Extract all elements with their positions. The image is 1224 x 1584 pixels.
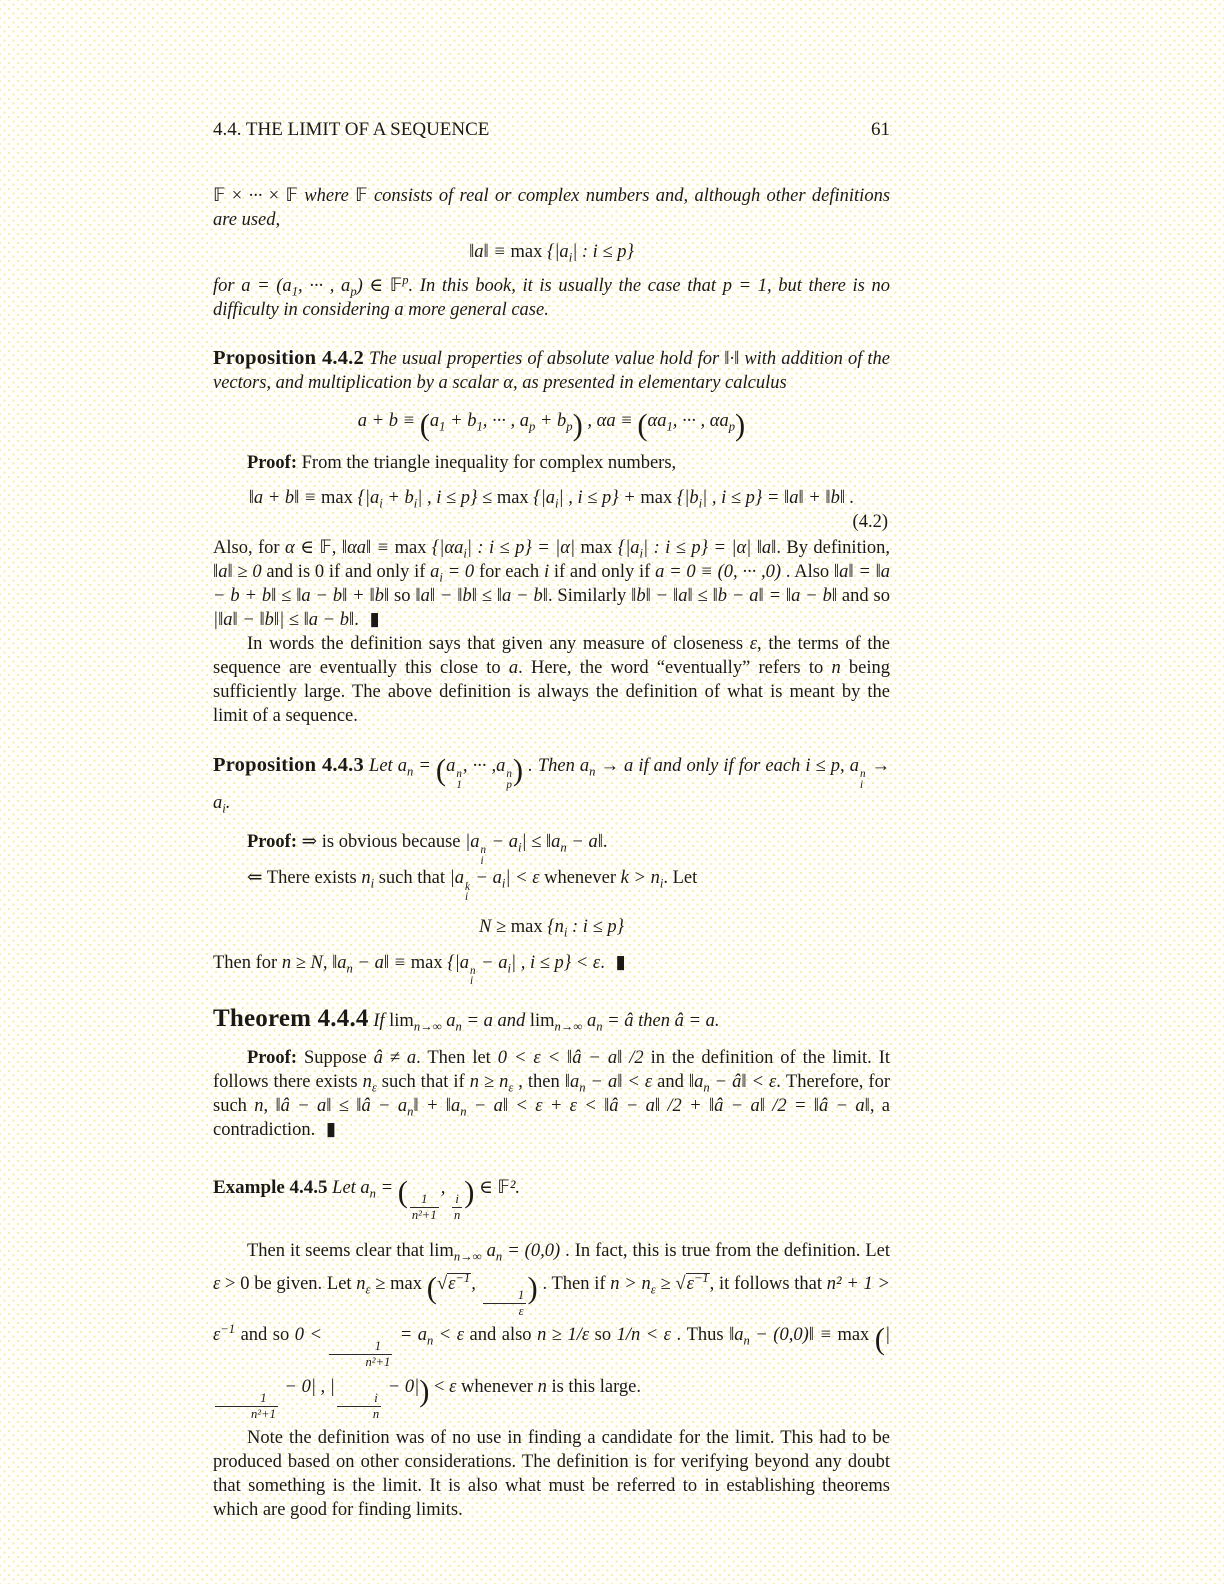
intro-paragraph-1: 𝔽 × ··· × 𝔽 where 𝔽 consists of real or complex numbers and, although other definitions are used, xyxy=(213,185,891,230)
max-n-equation: $N \ge \max \{n_i$ : i ≤ p} xyxy=(479,916,624,940)
theorem-4-4-4-statement: If $\lim_{n\to\infty} a_n = a$ and $\lim_{n\to\infty} a_n$ = â then â = a. xyxy=(373,1010,720,1034)
proof-label: Proof: xyxy=(247,832,297,853)
proposition-4-4-3-label: Proposition 4.4.3 xyxy=(213,754,364,777)
proof-4-4-3-line-1-text: ⇒ is obvious because |a n i − $a_i|$ ≤ $‖a_n$ − a‖. xyxy=(301,832,608,867)
example-4-4-5-body: Then it seems clear that $\lim_{n\to\infty} a_n = (0,0)$ . In fact, this is true from the definition. Let ε > 0 be given. Let $n_\varepsilon \ge \max (√\varepsilon^{-1}$, $\frac{1}{\varepsilon}$ ) . Then if $n > n_\varepsilon \ge √\varepsilon^{-1}$, it follows that $n^2 + 1 > \varepsilon^{-1}$ and so 0 < $\frac{1}{\text{n²+1}}$ = $a_n < \varepsilon$ and also n ≥ 1/ε so 1/n < ε . Thus $‖a_n$ − (0,0)‖ ≡ max (| $\frac{1}{\text{n²+1}}$ − 0| , | $\frac{i}{n}$ − 0|) < ε whenever n is this large. xyxy=(213,1241,891,1421)
proposition-4-4-2 xyxy=(213,346,890,395)
vector-operations-equation: $a + b \equiv (a_1 + b_1$, ··· , $a_p + b_p$) , $\alpha a \equiv (\alpha a_1$, ··· , $\alpha a_p$) xyxy=(357,408,746,443)
proposition-4-4-2-label: Proposition 4.4.2 xyxy=(213,347,364,369)
norm-definition-equation: ‖a‖ ≡ $\max \{|a_i|$ : i ≤ p} xyxy=(469,242,634,265)
closeness-paragraph: In words the definition says that given any measure of closeness ε, the terms of the sequence are eventually this close to a. Here, the word “eventually” refers to n being sufficiently large. The above definition is always the definition of what is meant by the limit of a sequence. xyxy=(213,634,891,727)
proof-4-4-3-line-2: ⇐ There exists $n_i$ such that |a k i − $a_i| < \varepsilon$ whenever $k > n_i$. Let xyxy=(247,868,698,904)
proposition-4-4-3 xyxy=(213,752,890,817)
section-title: 4.4. THE LIMIT OF A SEQUENCE xyxy=(213,119,490,140)
proof-4-4-2-intro xyxy=(213,451,890,475)
proof-4-4-2-body: Also, for α ∈ 𝔽, ‖αa‖ ≡ $\max \{|\alpha a_i|$ : i ≤ p} = |α| $\max \{|a_i|$ : i ≤ p} = |α| ‖a‖. By definition, ‖a‖ ≥ 0 and is 0 if and only if $a_i = 0$ for each i if and only if a = 0 ≡ (0, ··· ,0) . Also ‖a‖ = ‖a − b + b‖ ≤ ‖a − b‖ + ‖b‖ so ‖a‖ − ‖b‖ ≤ ‖a − b‖. Similarly ‖b‖ − ‖a‖ ≤ ‖b − a‖ = ‖a − b‖ and so |‖a‖ − ‖b‖| ≤ ‖a − b‖. ▮ xyxy=(213,537,891,631)
equation-number-4-2: (4.2) xyxy=(852,512,888,533)
proof-4-4-2-intro-text: From the triangle inequality for complex numbers, xyxy=(301,453,677,474)
proof-4-4-3-conclusion: Then for n ≥ N, $‖a_n$ − a‖ ≡ max {|a n i − $a_i|$ , i ≤ p} < ε. ▮ xyxy=(213,952,626,988)
proposition-4-4-2-statement: The usual properties of absolute value hold for ‖·‖ with addition of the vectors, and multiplication by a scalar α, as presented in elementary calculus xyxy=(213,349,890,393)
page-header xyxy=(213,118,890,142)
proof-4-4-3-line-1 xyxy=(213,830,890,866)
example-4-4-5 xyxy=(213,1168,890,1223)
proof-label: Proof: xyxy=(247,453,297,474)
example-4-4-5-label: Example 4.4.5 xyxy=(213,1176,328,1198)
proof-4-4-4-text: Suppose â ≠ a. Then let 0 < ε < ‖â − a‖ /2 in the definition of the limit. It follows there exists $n_\varepsilon$ such that if $n \ge n_\varepsilon$ , then $‖a_n$ − a‖ < ε and $‖a_n$ − â‖ < ε. Therefore, for such n, ‖â − a‖ ≤ ‖â − $a_n‖$ + $‖a_n$ − a‖ < ε + ε < ‖â − a‖ /2 + ‖â − a‖ /2 = ‖â − a‖, a contradiction. ▮ xyxy=(213,1047,891,1140)
theorem-4-4-4-label: Theorem 4.4.4 xyxy=(213,1004,369,1032)
proof-4-4-4 xyxy=(213,1046,890,1142)
theorem-4-4-4 xyxy=(213,1004,890,1034)
page-number: 61 xyxy=(871,119,890,140)
closing-paragraph: Note the definition was of no use in finding a candidate for the limit. This had to be produced based on other considerations. The definition is for verifying beyond any doubt that something is the limit. It is also what must be referred to in establishing theorems which are good for finding limits. xyxy=(213,1427,890,1520)
triangle-inequality-equation: ‖a + b‖ ≡ $\max \{|a_i + b_i|$ , $i \le p\} \le \max \{|a_i|$ , $i \le p\} + \max \{|b_i|$ , i ≤ p} = ‖a‖ + ‖b‖ . xyxy=(248,488,855,511)
proposition-4-4-3-statement: Let $a_n = (a$ n 1 , ··· ,a n p ) . Then $a_n \to a$ if and only if for each i ≤ p, a n i → $a_i$. xyxy=(213,753,891,816)
intro-paragraph-2: for $a = (a_1$, ··· , $a_p$) ∈ 𝔽$^p$. In this book, it is usually the case that p = 1, but there is no difficulty in considering a more general case. xyxy=(213,272,891,320)
proof-label: Proof: xyxy=(247,1047,297,1068)
page-content xyxy=(213,118,890,1522)
example-4-4-5-statement: Let $a_n$ = ( $\frac{1}{\text{n²+1}}$ , $\frac{i}{n}$ ) ∈ 𝔽². xyxy=(332,1174,521,1222)
